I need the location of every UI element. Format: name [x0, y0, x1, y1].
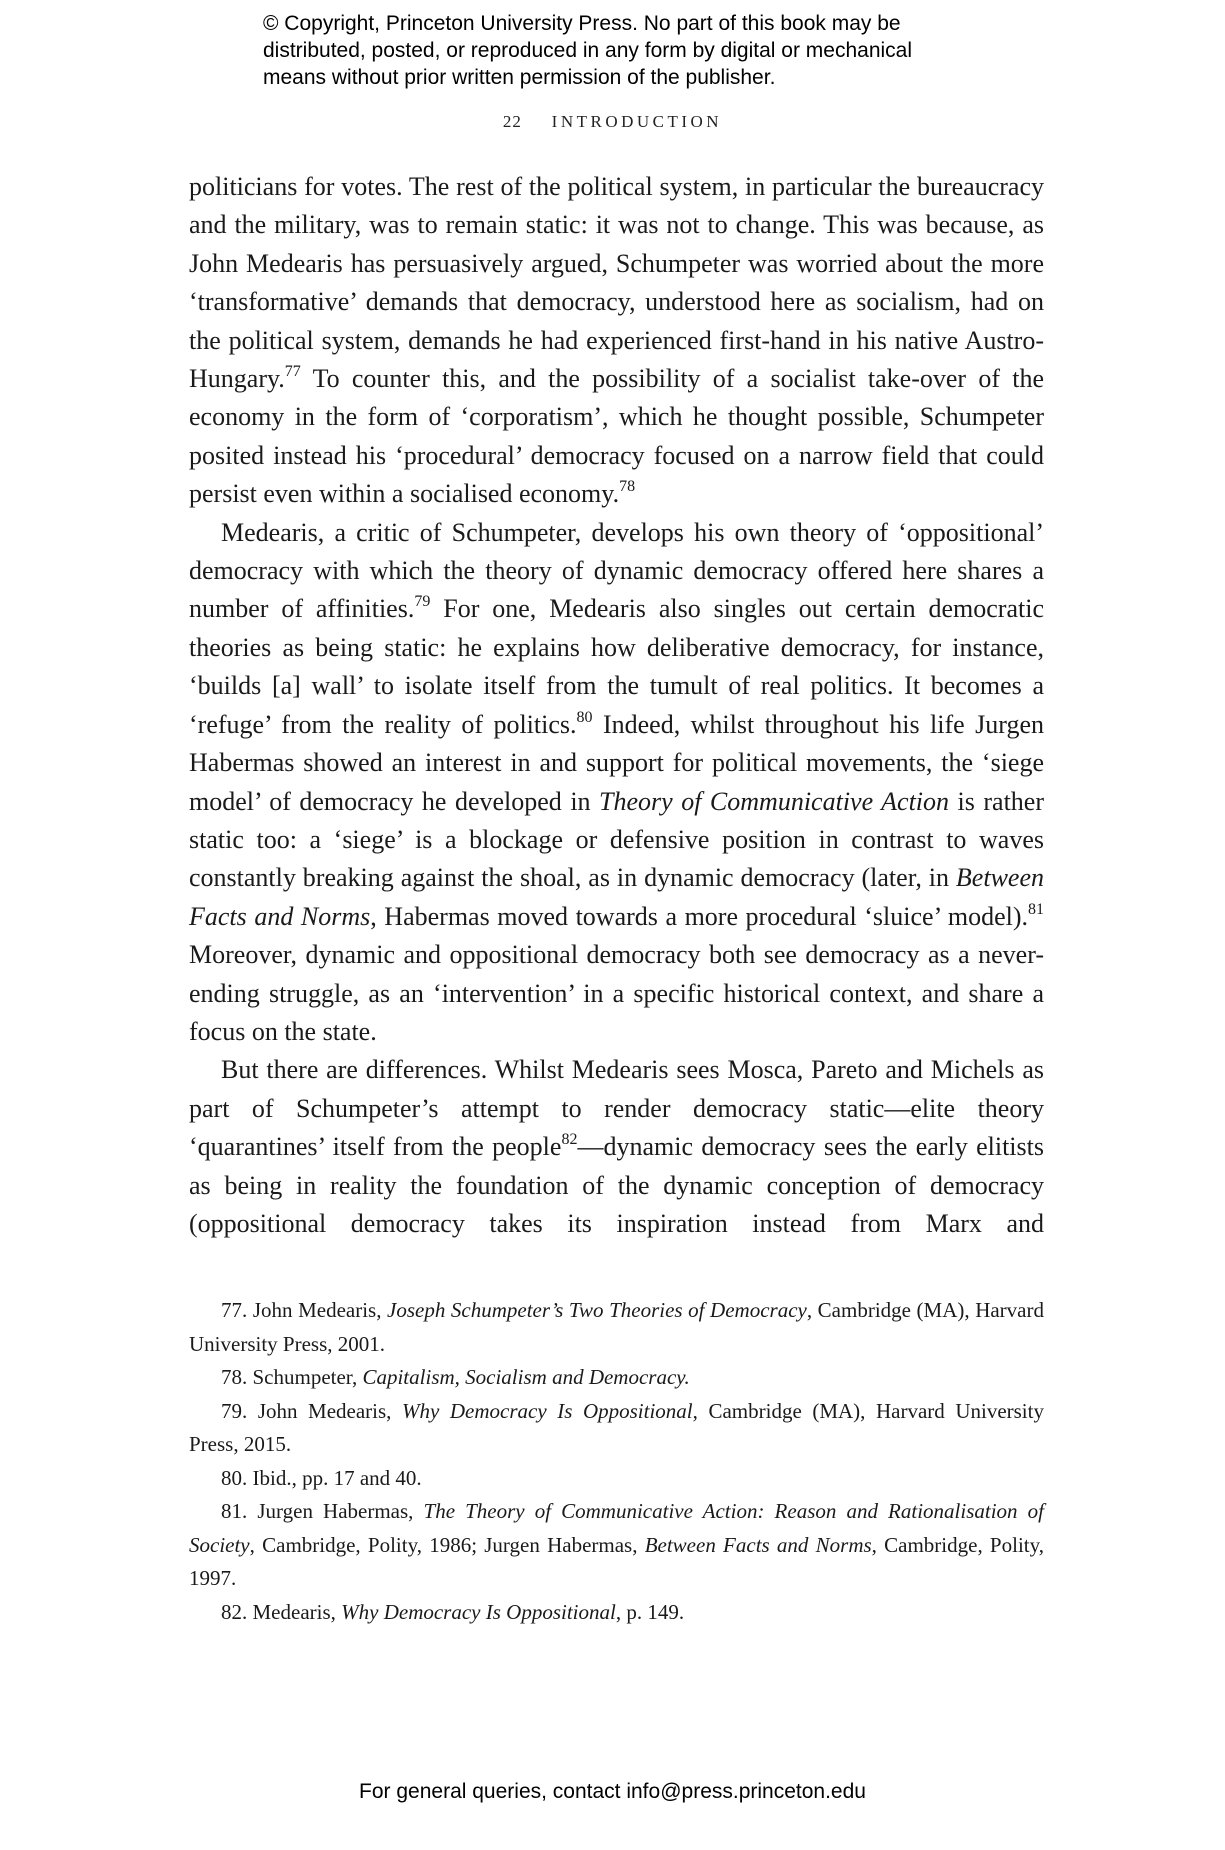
note-text: 78. Schumpeter,	[221, 1365, 363, 1389]
note-title: Why Democracy Is Oppositional	[402, 1398, 693, 1423]
footnote-ref: 82	[561, 1131, 578, 1149]
paragraph	[189, 168, 1044, 514]
note-title: Joseph Schumpeter’s Two Theories of Democracy	[387, 1298, 807, 1322]
book-title: Between Facts and Norms	[189, 863, 1044, 931]
text-run: politicians for votes. The rest of the political system, in particular the bureaucracy and the military, was to remain static: it was not to change. This was because, as John Medearis has persuasively argued, Schumpeter was worried about the more ‘transformative’ demands that democracy, understood here as socialism, had on the political system, demands he had experienced first-hand in his native Austro-Hungary.	[189, 172, 1044, 394]
footnote	[189, 1462, 1044, 1496]
note-text: , Cambridge (MA), Harvard University Press, 2015.	[189, 1398, 1044, 1456]
note-title: The Theory of Communicative Action: Reason and Rationalisation of Society	[189, 1499, 1044, 1557]
note-text: 80. Ibid., pp. 17 and 40.	[221, 1465, 422, 1490]
text-run: is rather static too: a ‘siege’ is a blockage or defensive position in contrast to waves constantly breaking against the shoal, as in dynamic democracy (later, in	[189, 786, 1044, 893]
footnote	[189, 1294, 1044, 1361]
text-run: To counter this, and the possibility of a socialist take-over of the economy in the form of ‘corporatism’, which he thought possible, Schumpeter posited instead his ‘procedural’ democracy focused on a narrow field that could persist even within a socialised economy.	[189, 364, 1044, 509]
note-text: 82. Medearis,	[221, 1599, 342, 1624]
note-title: Capitalism, Socialism and Democracy.	[362, 1365, 690, 1389]
text-run: —dynamic democracy sees the early elitists as being in reality the foundation of the dynamic conception of democracy (oppositional democracy takes its inspiration instead from Marx and	[189, 1132, 1044, 1238]
page-number: 22	[502, 112, 522, 131]
text-run: Indeed, whilst throughout his life Jurgen Habermas showed an interest in and support for political movements, the ‘siege model’ of democracy he developed in	[189, 709, 1044, 816]
note-text: 81. Jurgen Habermas,	[221, 1499, 424, 1523]
running-title: INTRODUCTION	[551, 112, 723, 131]
book-title: Theory of Communicative Action	[599, 786, 950, 816]
footnote-ref: 78	[619, 478, 636, 496]
text-run: , Habermas moved towards a more procedural ‘sluice’ model).	[370, 901, 1029, 931]
footnote-ref: 80	[576, 708, 593, 726]
footnote-ref: 81	[1028, 900, 1045, 918]
footnote	[189, 1495, 1044, 1596]
copyright-line: means without prior written permission of the publisher.	[263, 66, 776, 89]
text-run: Moreover, dynamic and oppositional democracy both see democracy as a never-ending struggle, as an ‘intervention’ in a specific historical context, and share a focus on the state.	[189, 940, 1044, 1046]
footnote	[189, 1361, 1044, 1395]
running-head	[0, 112, 1225, 132]
body-text	[189, 168, 1044, 1243]
paragraph	[189, 1051, 1044, 1243]
text-run: For one, Medearis also singles out certain democratic theories as being static: he explains how deliberative democracy, for instance, ‘builds [a] wall’ to isolate itself from the tumult of real politics. It becomes a ‘refuge’ from the reality of politics.	[189, 594, 1044, 739]
note-text: , Cambridge (MA), Harvard University Press, 2001.	[189, 1298, 1044, 1356]
paragraph	[189, 514, 1044, 1052]
footnote	[189, 1596, 1044, 1630]
text-run: But there are differences. Whilst Medearis sees Mosca, Pareto and Michels as part of Schumpeter’s attempt to render democracy static—elite theory ‘quarantines’ itself from the people	[189, 1055, 1044, 1162]
note-text: 79. John Medearis,	[221, 1398, 402, 1423]
footnotes	[189, 1294, 1044, 1629]
note-text: , Cambridge, Polity, 1986; Jurgen Habermas,	[249, 1532, 645, 1557]
text-run: Medearis, a critic of Schumpeter, develops his own theory of ‘oppositional’ democracy with which the theory of dynamic democracy offered here shares a number of affinities.	[189, 517, 1044, 624]
copyright-line: © Copyright, Princeton University Press. No part of this book may be	[263, 12, 901, 35]
footnote-ref: 79	[414, 593, 431, 611]
note-text: 77. John Medearis,	[221, 1298, 388, 1322]
note-title: Why Democracy Is Oppositional	[341, 1599, 616, 1624]
footnote-ref: 77	[284, 363, 301, 381]
copyright-line: distributed, posted, or reproduced in any form by digital or mechanical	[263, 39, 913, 62]
note-text: , p. 149.	[615, 1599, 685, 1624]
note-title: Between Facts and Norms	[644, 1532, 872, 1557]
footer-contact: For general queries, contact info@press.princeton.edu	[359, 1780, 866, 1803]
copyright-notice	[263, 10, 1003, 91]
note-text: , Cambridge, Polity, 1997.	[189, 1532, 1044, 1590]
footnote	[189, 1395, 1044, 1462]
